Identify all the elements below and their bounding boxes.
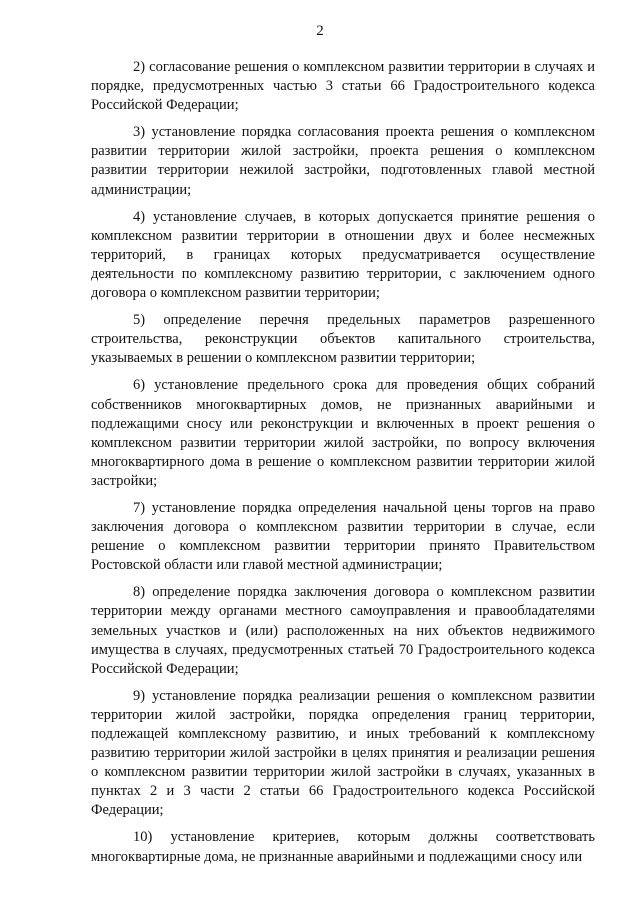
paragraph-item-6: 6) установление предельного срока для проведения общих собраний собственников многоквартирных домов, не признанных аварийными и подлежащими сносу или реконструкции и включенных в проект решения о комплексном развитии территории жилой застройки, по вопросу включения многоквартирного дома в решение о комплексном развитии территории жилой застройки; — [91, 377, 595, 489]
document-body — [91, 58, 595, 875]
paragraph-item-4: 4) установление случаев, в которых допускается принятие решения о комплексном развитии территории в отношении двух и более несмежных территорий, в границах которых предусматривается осуществление деятельности по комплексному развитию территории, с заключением одного договора о комплексном развитии территории; — [91, 208, 595, 302]
paragraph-item-9: 9) установление порядка реализации решения о комплексном развитии территории жилой застройки, порядка определения границ территории, подлежащей комплексному развитию, и иных требований к комплексному развитию территории жилой застройки в целях принятия и реализации решения о комплексном развитии территории жилой застройки в случаях, указанных в пунктах 2 и 3 части 2 статьи 66 Градостроительного кодекса Российской Федерации; — [91, 687, 595, 819]
paragraph-item-7: 7) установление порядка определения начальной цены торгов на право заключения договора о комплексном развитии территории в случае, если решение о комплексном развитии территории принято Правительством Ростовской области или главой местной администрации; — [91, 499, 595, 574]
paragraph-item-8: 8) определение порядка заключения договора о комплексном развитии территории между органами местного самоуправления и правообладателями земельных участков и (или) расположенных на них объектов недвижимого имущества в случаях, предусмотренных статьей 70 Градостроительного кодекса Российской Федерации; — [91, 584, 595, 677]
page-number: 2 — [316, 23, 324, 39]
paragraph-item-3: 3) установление порядка согласования проекта решения о комплексном развитии территории жилой застройки, проекта решения о комплексном развитии территории нежилой застройки, подготовленных главой местной администрации; — [91, 124, 595, 198]
paragraph-item-2: 2) согласование решения о комплексном развитии территории в случаях и порядке, предусмотренных частью 3 статьи 66 Градостроительного кодекса Российской Федерации; — [91, 59, 595, 114]
paragraph-item-10: 10) установление критериев, которым должны соответствовать многоквартирные дома, не признанные аварийными и подлежащими сносу или — [91, 829, 595, 865]
paragraph-item-5: 5) определение перечня предельных параметров разрешенного строительства, реконструкции объектов капитального строительства, указываемых в решении о комплексном развитии территории; — [91, 312, 595, 367]
